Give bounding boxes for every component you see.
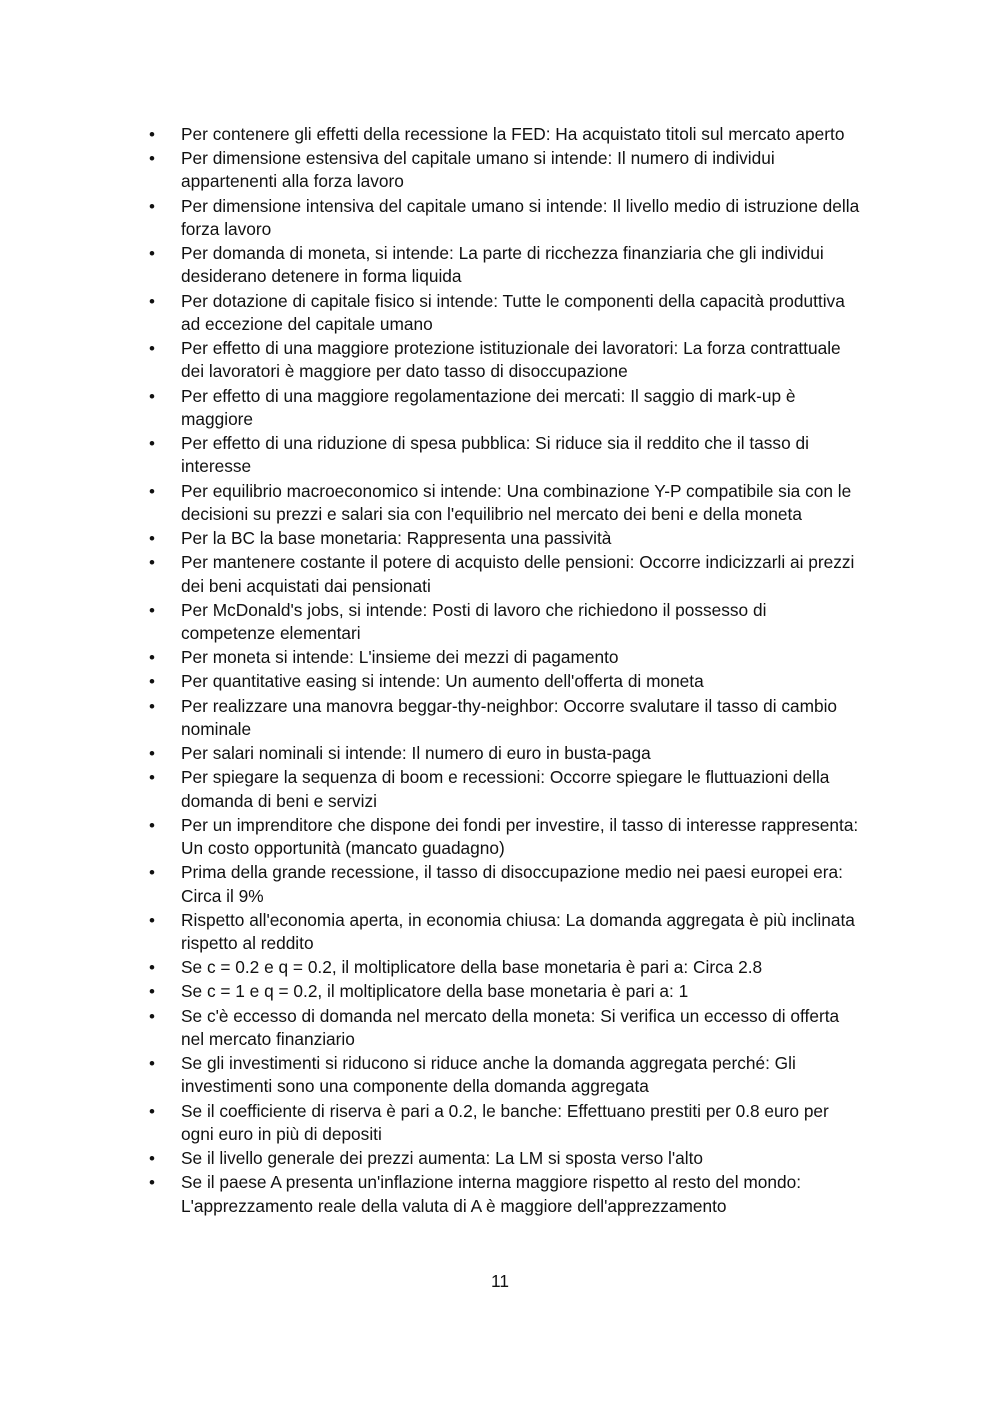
list-item: • Per mantenere costante il potere di acquisto delle pensioni: Occorre indicizzarli ai prezzi dei beni acquistati dai pensionati xyxy=(181,551,861,598)
list-item: • Rispetto all'economia aperta, in economia chiusa: La domanda aggregata è più inclinata rispetto al reddito xyxy=(181,909,861,956)
list-item: • Per contenere gli effetti della recessione la FED: Ha acquistato titoli sul mercato aperto xyxy=(181,123,861,146)
list-item: • Per salari nominali si intende: Il numero di euro in busta-paga xyxy=(181,742,861,765)
list-item: • Per la BC la base monetaria: Rappresenta una passività xyxy=(181,527,861,550)
list-item: • Per effetto di una maggiore regolamentazione dei mercati: Il saggio di mark-up è maggiore xyxy=(181,385,861,432)
list-item: • Se il coefficiente di riserva è pari a 0.2, le banche: Effettuano prestiti per 0.8 euro per ogni euro in più di depositi xyxy=(181,1100,861,1147)
list-item: • Per McDonald's jobs, si intende: Posti di lavoro che richiedono il possesso di competenze elementari xyxy=(181,599,861,646)
list-item: • Per quantitative easing si intende: Un aumento dell'offerta di moneta xyxy=(181,670,861,693)
list-item: • Per moneta si intende: L'insieme dei mezzi di pagamento xyxy=(181,646,861,669)
list-item: • Se c'è eccesso di domanda nel mercato della moneta: Si verifica un eccesso di offerta nel mercato finanziario xyxy=(181,1005,861,1052)
list-item: • Per dimensione estensiva del capitale umano si intende: Il numero di individui appartenenti alla forza lavoro xyxy=(181,147,861,194)
list-item: • Per realizzare una manovra beggar-thy-neighbor: Occorre svalutare il tasso di cambio nominale xyxy=(181,695,861,742)
list-item: • Se c = 1 e q = 0.2, il moltiplicatore della base monetaria è pari a: 1 xyxy=(181,980,861,1003)
list-item: • Prima della grande recessione, il tasso di disoccupazione medio nei paesi europei era: Circa il 9% xyxy=(181,861,861,908)
list-item: • Per dotazione di capitale fisico si intende: Tutte le componenti della capacità produttiva ad eccezione del capitale umano xyxy=(181,290,861,337)
list-item: • Se gli investimenti si riducono si riduce anche la domanda aggregata perché: Gli investimenti sono una componente della domanda aggregata xyxy=(181,1052,861,1099)
list-item: • Per spiegare la sequenza di boom e recessioni: Occorre spiegare le fluttuazioni della domanda di beni e servizi xyxy=(181,766,861,813)
list-item: • Se il paese A presenta un'inflazione interna maggiore rispetto al resto del mondo: L'apprezzamento reale della valuta di A è maggiore dell'apprezzamento xyxy=(181,1171,861,1218)
list-item: • Per un imprenditore che dispone dei fondi per investire, il tasso di interesse rappresenta: Un costo opportunità (mancato guadagno) xyxy=(181,814,861,861)
list-item: • Per equilibrio macroeconomico si intende: Una combinazione Y-P compatibile sia con le decisioni su prezzi e salari sia con l'equilibrio nel mercato dei beni e della moneta xyxy=(181,480,861,527)
list-item: • Se il livello generale dei prezzi aumenta: La LM si sposta verso l'alto xyxy=(181,1147,861,1170)
list-item: • Per effetto di una riduzione di spesa pubblica: Si riduce sia il reddito che il tasso di interesse xyxy=(181,432,861,479)
list-item: • Per domanda di moneta, si intende: La parte di ricchezza finanziaria che gli individui desiderano detenere in forma liquida xyxy=(181,242,861,289)
list-item: • Per dimensione intensiva del capitale umano si intende: Il livello medio di istruzione della forza lavoro xyxy=(181,195,861,242)
list-item: • Se c = 0.2 e q = 0.2, il moltiplicatore della base monetaria è pari a: Circa 2.8 xyxy=(181,956,861,979)
list-item: • Per effetto di una maggiore protezione istituzionale dei lavoratori: La forza contrattuale dei lavoratori è maggiore per dato tasso di disoccupazione xyxy=(181,337,861,384)
page-number: 11 xyxy=(491,1271,509,1291)
bullet-list xyxy=(181,123,861,1219)
